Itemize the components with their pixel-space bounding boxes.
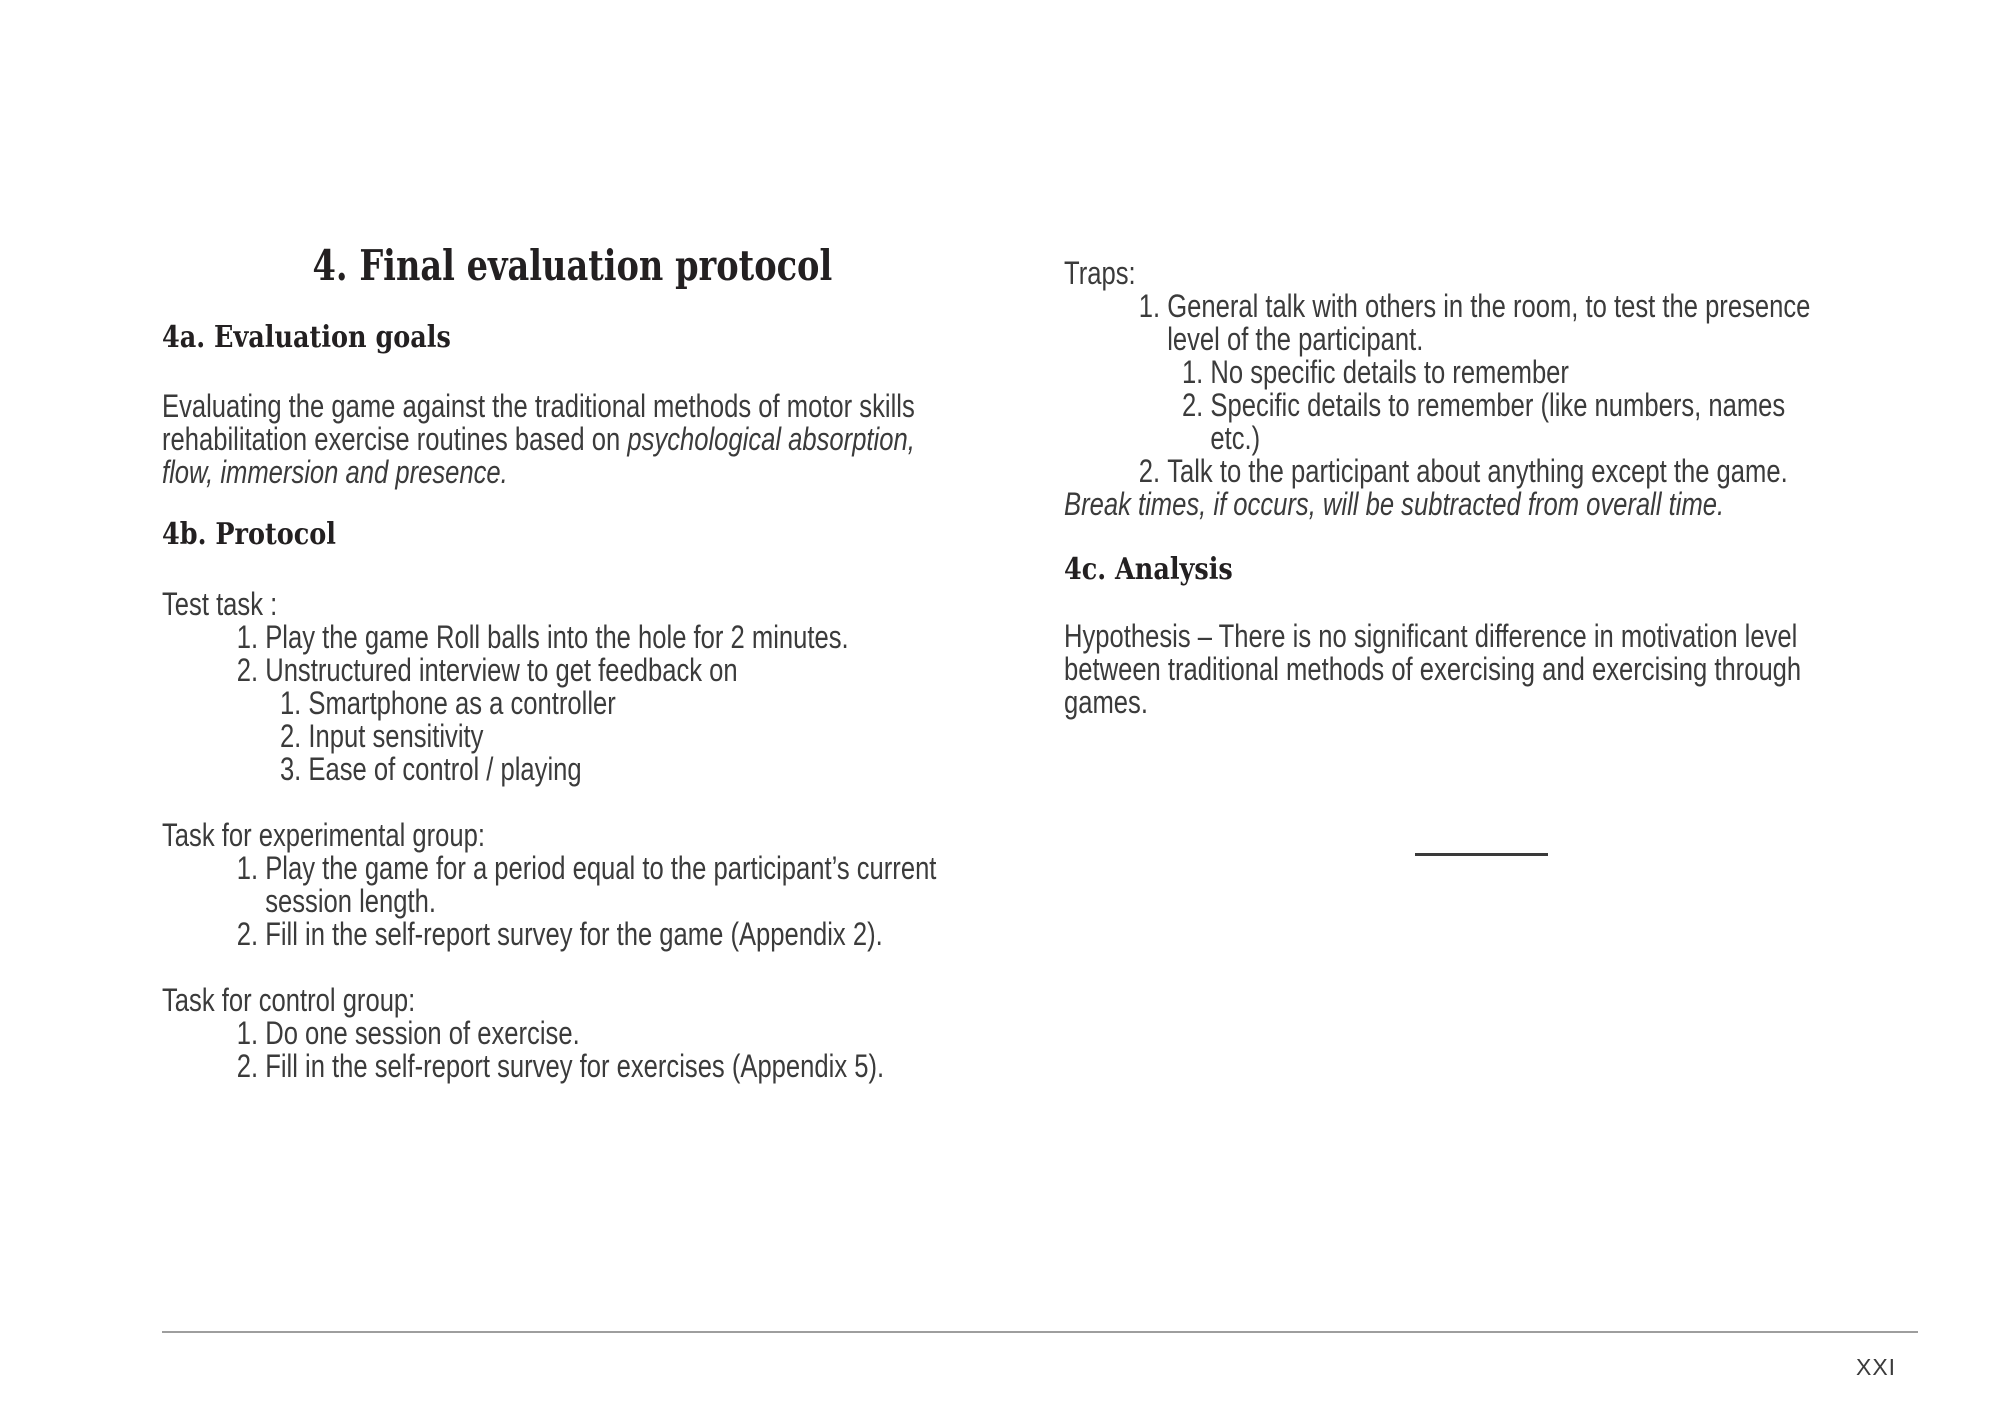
control-group-section [162, 984, 962, 1083]
list-item-text: Play the game Roll balls into the hole for 2 minutes. [265, 619, 849, 655]
list-item [1167, 290, 1840, 455]
test-task-label: Test task : [162, 586, 278, 622]
short-divider-line [1415, 853, 1548, 856]
break-note-text: Break times, if occurs, will be subtracted from overall time. [1064, 486, 1725, 522]
goals-paragraph-line-2-italic: psychological absorption, [627, 421, 915, 457]
heading-4c: 4c. Analysis [1064, 552, 1233, 587]
hypothesis-line-1: Hypothesis – There is no significant difference in motivation level [1064, 618, 1798, 654]
hypothesis-line-2: between traditional methods of exercising and exercising through [1064, 651, 1802, 687]
traps-list [1064, 290, 1840, 488]
list-item: 2. Talk to the participant about anything except the game. [1167, 455, 1840, 488]
list-item-text: General talk with others in the room, to test the presence level of the participant. [1167, 288, 1811, 357]
list-item [265, 621, 962, 654]
goals-paragraph-line-2-regular: rehabilitation exercise routines based on [162, 421, 628, 457]
control-group-label: Task for control group: [162, 982, 416, 1018]
experimental-group-section [162, 819, 962, 951]
list-item: 2. Input sensitivity [308, 720, 962, 753]
test-task-list [162, 621, 962, 786]
list-item: 1. Smartphone as a controller [308, 687, 962, 720]
list-item: 2. Fill in the self-report survey for exercises (Appendix 5). [265, 1050, 962, 1083]
test-task-sublist [265, 687, 962, 786]
test-task-section [162, 588, 962, 786]
list-item: 1. Play the game for a period equal to the participant’s current session length. [265, 852, 962, 918]
list-item: 3. Ease of control / playing [308, 753, 962, 786]
traps-label: Traps: [1064, 255, 1136, 291]
control-group-list [162, 1017, 962, 1083]
hypothesis-line-3: games. [1064, 684, 1148, 720]
traps-section [1064, 257, 1840, 488]
list-item [265, 654, 962, 786]
list-item: 1. No specific details to remember [1210, 356, 1840, 389]
page-title: 4. Final evaluation protocol [312, 241, 833, 290]
heading-4b: 4b. Protocol [162, 517, 336, 552]
traps-sublist [1167, 356, 1840, 455]
break-note [1064, 488, 1840, 521]
goals-paragraph [162, 390, 962, 489]
footer-rule [162, 1331, 1918, 1333]
heading-4a: 4a. Evaluation goals [162, 320, 451, 355]
goals-paragraph-line-2 [162, 423, 962, 456]
list-item: 2. Specific details to remember (like numbers, names etc.) [1210, 389, 1840, 455]
experimental-group-label: Task for experimental group: [162, 817, 485, 853]
page-number: XXI [1856, 1354, 1897, 1380]
goals-paragraph-line-3: flow, immersion and presence. [162, 454, 508, 490]
hypothesis-paragraph [1064, 620, 1840, 719]
goals-paragraph-line-1: Evaluating the game against the traditional methods of motor skills [162, 388, 915, 424]
experimental-group-list [162, 852, 962, 951]
list-item: 2. Fill in the self-report survey for the game (Appendix 2). [265, 918, 962, 951]
list-item-text: Unstructured interview to get feedback on [265, 652, 738, 688]
list-item: 1. Do one session of exercise. [265, 1017, 962, 1050]
